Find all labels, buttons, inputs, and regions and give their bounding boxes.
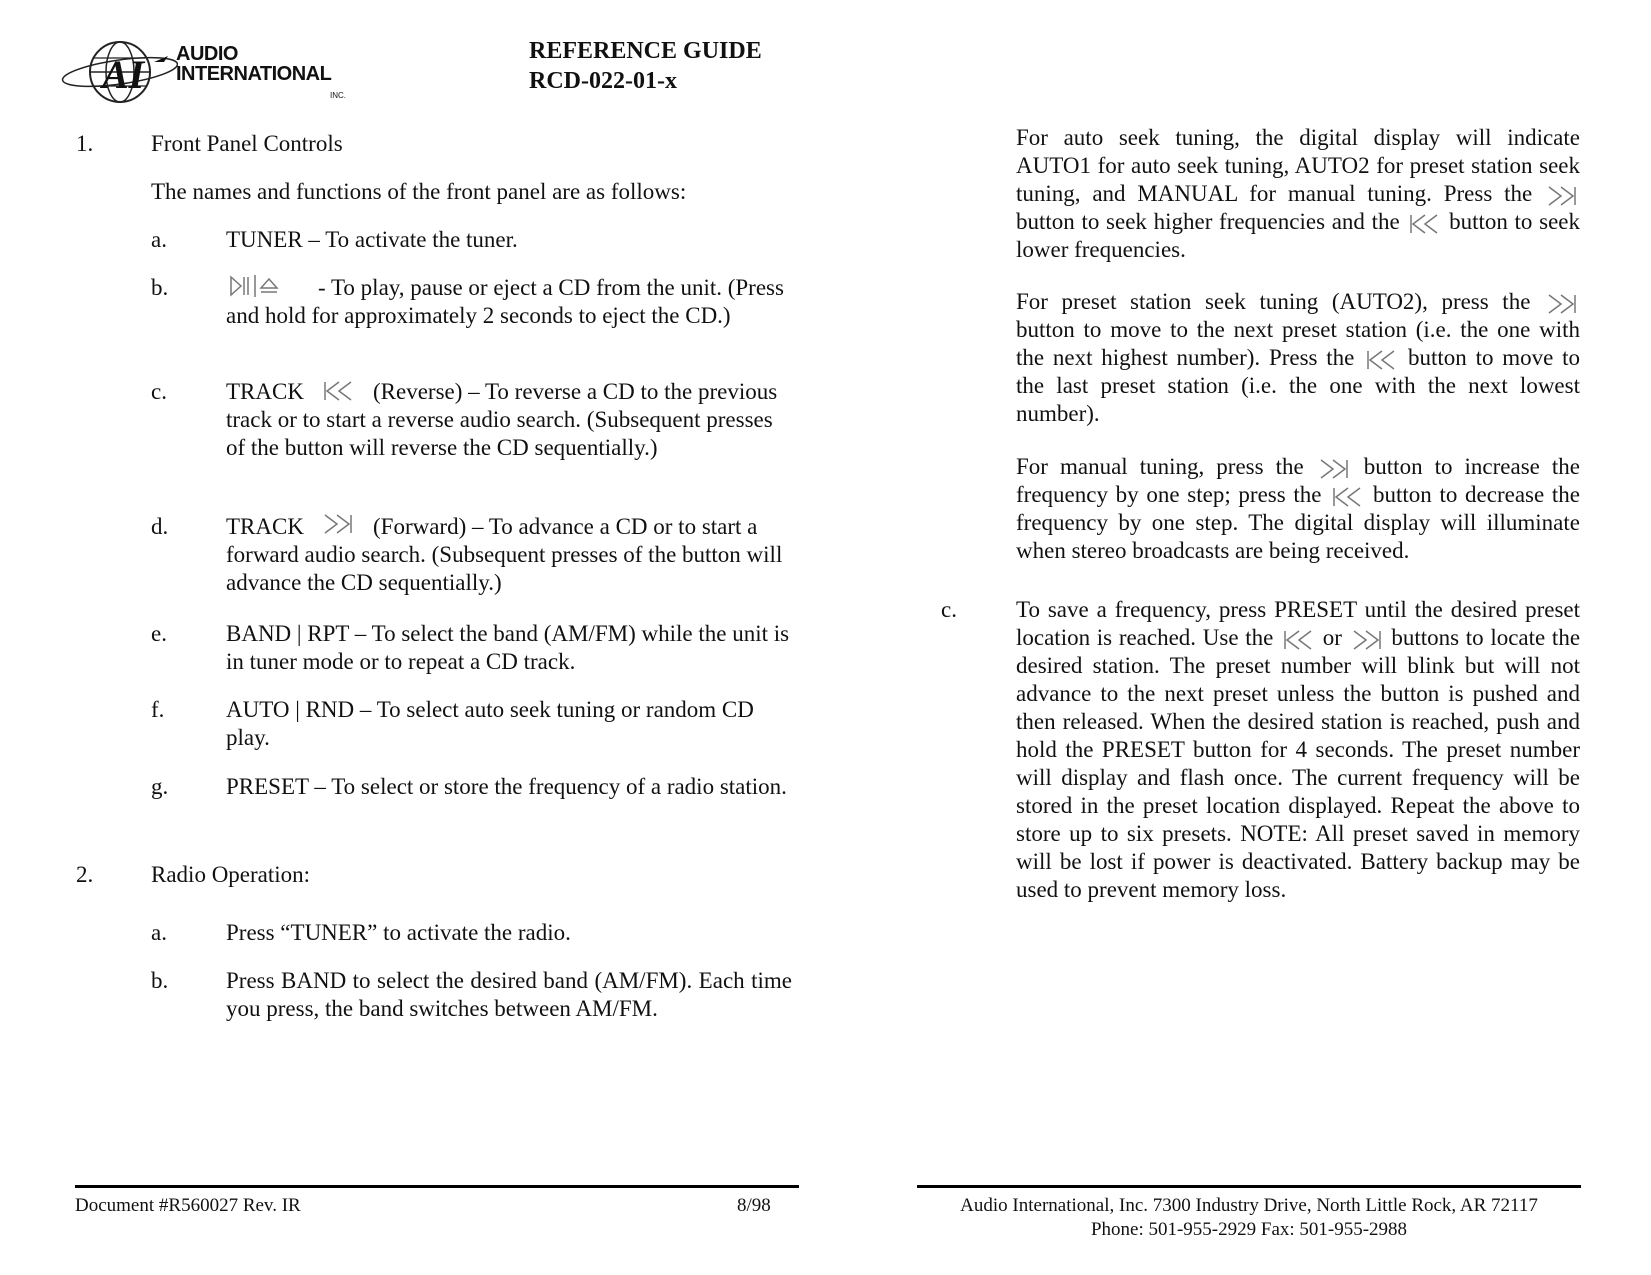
item-d-track: TRACK: [226, 514, 304, 539]
item-b-label: b.: [151, 275, 169, 300]
left-footer-rule: [75, 1185, 799, 1188]
item-a-label: a.: [151, 227, 167, 252]
save-reverse-icon: [1280, 629, 1316, 651]
company-phone: Phone: 501-955-2929 Fax: 501-955-2988: [1090, 1219, 1408, 1240]
section-2-title: Radio Operation:: [151, 862, 311, 887]
item-c-label: c.: [151, 379, 167, 404]
seek-forward-icon: [1544, 185, 1580, 207]
save-frequency-text-3: buttons to locate the desired station. The preset number will blink but will not advance to the next preset unless the button is pushed and then released. When the desired station is reached, push and hold the PRESET button for 4 seconds. The preset number will display and flash once. The current frequency will be stored in the preset location displayed. Repeat the above to store up to six presets. NOTE: All preset saved in memory will be lost if power is deactivated. Battery backup may be used to prevent memory loss.: [1016, 625, 1581, 902]
seek-reverse-icon: [1406, 213, 1442, 235]
svg-text:AI: AI: [102, 52, 145, 97]
manual-tuning-text-2: button to increase the frequency by one step; press the: [1016, 454, 1581, 507]
auto-seek-paragraph: [1016, 124, 1580, 264]
preset-seek-text-2: button to move to the next preset station (i.e. the one with the next highest number). Press the: [1016, 317, 1580, 370]
item-e-label: e.: [151, 621, 167, 646]
auto-seek-text-3: button to seek lower frequencies.: [1016, 209, 1580, 262]
radio-item-b-text: Press BAND to select the desired band (AM/FM). Each time you press, the band switches between AM/FM.: [226, 968, 792, 1021]
item-c-text: (Reverse) – To reverse a CD to the previous track or to start a reverse audio search. (Subsequent presses of the button will reverse the CD sequentially.): [226, 379, 778, 460]
globe-logo-icon: [58, 38, 178, 108]
save-frequency-text-1: To save a frequency, press PRESET until the desired preset location is reached. Use the: [1016, 597, 1580, 650]
save-forward-icon: [1349, 629, 1385, 651]
item-e-text: BAND | RPT – To select the band (AM/FM) while the unit is in tuner mode or to repeat a CD track.: [226, 621, 790, 674]
right-footer-rule: [917, 1185, 1581, 1188]
radio-item-a-label: a.: [151, 920, 167, 945]
item-g-label: g.: [151, 774, 169, 799]
item-g-text: PRESET – To select or store the frequency of a radio station.: [226, 774, 787, 799]
logo-inc: INC.: [330, 91, 346, 100]
radio-item-a-text: Press “TUNER” to activate the radio.: [226, 920, 571, 945]
logo-line-2: INTERNATIONAL: [176, 63, 332, 85]
section-1-title: Front Panel Controls: [151, 131, 343, 156]
manual-tuning-text-1: For manual tuning, press the: [1016, 454, 1304, 479]
logo-line-1: AUDIO: [176, 43, 238, 65]
preset-forward-icon: [1544, 293, 1580, 315]
item-d-text: (Forward) – To advance a CD or to start a forward audio search. (Subsequent presses of the button will advance the CD sequentially.): [226, 514, 783, 595]
item-d-label: d.: [151, 514, 169, 539]
document-header: [529, 36, 762, 96]
document-date: 8/98: [737, 1195, 771, 1216]
item-f-text: AUTO | RND – To select auto seek tuning or random CD play.: [226, 697, 754, 750]
auto-seek-text-2: button to seek higher frequencies and the: [1016, 209, 1400, 234]
section-2-number: 2.: [76, 862, 94, 887]
preset-reverse-icon: [1363, 349, 1399, 371]
manual-forward-icon: [1316, 458, 1352, 480]
section-1-number: 1.: [76, 131, 94, 156]
item-b-text: - To play, pause or eject a CD from the unit. (Press and hold for approximately 2 seconds to eject the CD.): [226, 275, 784, 328]
document-number: Document #R560027 Rev. IR: [75, 1195, 301, 1216]
radio-item-b-label: b.: [151, 968, 169, 993]
preset-seek-text-1: For preset station seek tuning (AUTO2), press the: [1016, 289, 1531, 314]
item-a-text: TUNER – To activate the tuner.: [226, 227, 518, 252]
manual-reverse-icon: [1329, 486, 1365, 508]
company-address: Audio International, Inc. 7300 Industry Drive, North Little Rock, AR 72117: [960, 1195, 1538, 1216]
save-frequency-label: c.: [941, 597, 957, 622]
document-code: RCD-022-01-x: [529, 68, 677, 94]
document-title: REFERENCE GUIDE: [529, 38, 762, 64]
save-frequency-paragraph: [1016, 596, 1580, 904]
company-logo: [58, 38, 358, 108]
save-frequency-text-2: or: [1322, 625, 1342, 650]
preset-seek-text-3: button to move to the last preset station (i.e. the one with the next lowest number).: [1016, 345, 1581, 426]
item-f-label: f.: [151, 697, 165, 722]
manual-tuning-text-3: button to decrease the frequency by one step. The digital display will illuminate when stereo broadcasts are being received.: [1016, 482, 1581, 563]
item-c-track: TRACK: [226, 379, 304, 404]
manual-tuning-paragraph: [1016, 453, 1580, 565]
section-1-intro: The names and functions of the front panel are as follows:: [151, 179, 687, 204]
auto-seek-text-1: For auto seek tuning, the digital display will indicate AUTO1 for auto seek tuning, AUTO2 for preset station seek tuning, and MANUAL for manual tuning. Press the: [1016, 125, 1580, 206]
preset-seek-paragraph: [1016, 288, 1580, 428]
